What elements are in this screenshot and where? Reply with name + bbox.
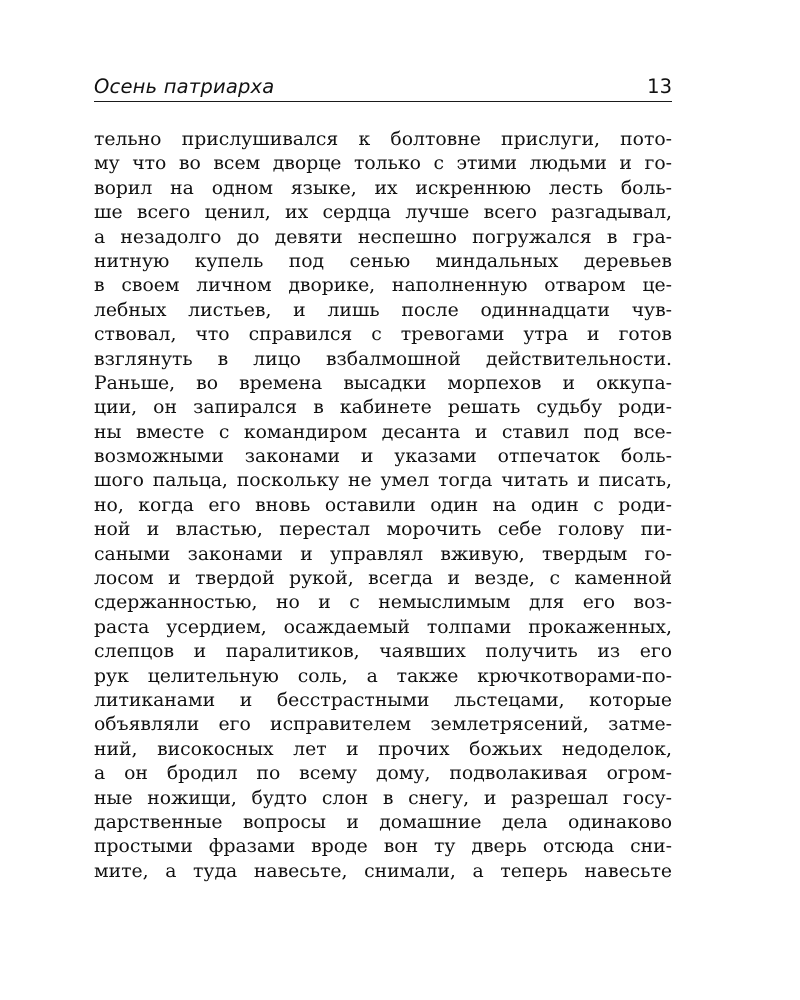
text-line: простыми фразами вроде вон ту дверь отсюда сни- (94, 836, 672, 858)
text-line: ные ножищи, будто слон в снегу, и разрешал госу- (94, 787, 672, 809)
body-text (94, 128, 672, 884)
text-line: му что во всем дворце только с этими людьми и го- (94, 153, 672, 175)
text-line: в своем личном дворике, наполненную отваром це- (94, 275, 672, 297)
running-header (94, 74, 672, 102)
text-line: тельно прислушивался к болтовне прислуги, пото- (94, 129, 672, 150)
text-line: лебных листьев, и лишь после одиннадцати чув- (94, 299, 672, 321)
text-line: ворил на одном языке, их искреннюю лесть боль- (94, 177, 672, 199)
text-line: но, когда его вновь оставили один на один с роди- (94, 494, 672, 516)
text-line: рук целительную соль, а также крючкотворами-по- (94, 665, 672, 687)
text-line: лосом и твердой рукой, всегда и везде, с каменной (94, 568, 672, 590)
text-line: ции, он запирался в кабинете решать судьбу роди- (94, 397, 672, 419)
running-title: Осень патриарха (94, 75, 275, 98)
text-line: дарственные вопросы и домашние дела одинаково (94, 811, 672, 833)
text-line: а он бродил по всему дому, подволакивая огром- (94, 763, 672, 785)
text-line: ний, високосных лет и прочих божьих недоделок, (94, 738, 672, 760)
page-number: 13 (647, 75, 672, 98)
text-line: литиканами и бесстрастными льстецами, которые (94, 689, 672, 711)
header-rule (94, 101, 672, 102)
text-line: а незадолго до девяти неспешно погружался в гра- (94, 226, 672, 248)
text-line: возможными законами и указами отпечаток боль- (94, 446, 672, 468)
text-line: ствовал, что справился с тревогами утра и готов (94, 324, 672, 346)
text-line: ше всего ценил, их сердца лучше всего разгадывал, (94, 202, 672, 224)
text-line: нитную купель под сенью миндальных деревьев (94, 250, 672, 272)
text-line: объявляли его исправителем землетрясений, затме- (94, 714, 672, 736)
text-line: сдержанностью, но и с немыслимым для его воз- (94, 592, 672, 614)
text-line: взглянуть в лицо взбалмошной действительности. (94, 348, 672, 370)
text-line: раста усердием, осаждаемый толпами прокаженных, (94, 616, 672, 638)
text-line: ны вместе с командиром десанта и ставил под все- (94, 421, 672, 443)
text-line: Раньше, во времена высадки морпехов и оккупа- (94, 372, 672, 394)
text-line: мите, а туда навесьте, снимали, а теперь навесьте (94, 860, 672, 882)
text-line: саными законами и управлял вживую, твердым го- (94, 543, 672, 565)
text-line: шого пальца, поскольку не умел тогда читать и писать, (94, 470, 672, 492)
text-line: ной и властью, перестал морочить себе голову пи- (94, 519, 672, 541)
text-line: слепцов и паралитиков, чаявших получить из его (94, 641, 672, 663)
